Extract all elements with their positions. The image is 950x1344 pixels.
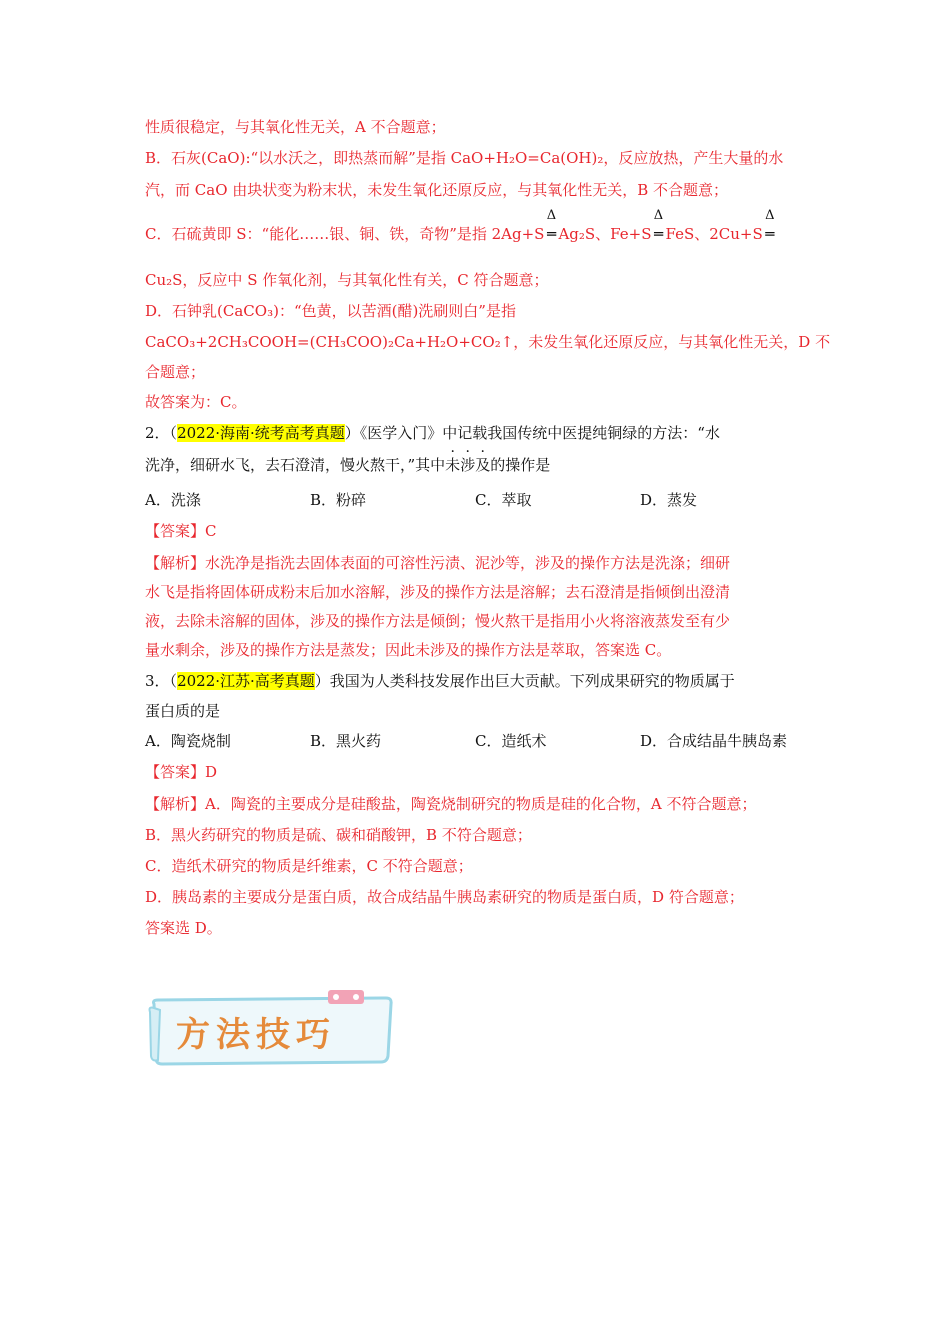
option-b[interactable]: B．粉碎 xyxy=(310,491,367,509)
question-text: 我国为人类科技发展作出巨大贡献。下列成果研究的物质属于 xyxy=(329,672,735,690)
equals-symbol: ═ xyxy=(653,225,664,243)
delta-symbol: Δ xyxy=(653,208,664,223)
analysis-line xyxy=(145,553,730,573)
question-text: 洗净，细研水飞，去石澄清，慢火熬干，”其中 xyxy=(145,456,446,474)
source-tag: 2022·江苏·高考真题 xyxy=(177,672,315,690)
paren-open: （ xyxy=(169,672,178,690)
explanation-line: 合题意； xyxy=(145,363,206,381)
analysis-text: 水洗净是指洗去固体表面的可溶性污渍、泥沙等，涉及的操作方法是洗涤；细研 xyxy=(205,554,731,572)
option-d[interactable]: D．合成结晶牛胰岛素 xyxy=(640,732,788,750)
analysis-label: 【解析】 xyxy=(145,554,206,572)
equals-symbol: ═ xyxy=(765,225,775,243)
answer-line: 【答案】C xyxy=(145,522,217,540)
delta-symbol: Δ xyxy=(546,208,557,223)
paren-close: ） xyxy=(344,424,360,442)
option-a[interactable]: A．陶瓷烧制 xyxy=(145,732,231,750)
paren-open: （ xyxy=(169,424,178,442)
equation-text: FeS、2Cu+S xyxy=(665,225,763,243)
question-2-stem-line1 xyxy=(145,423,720,443)
question-3-stem-line2: 蛋白质的是 xyxy=(145,702,221,720)
question-number: 2． xyxy=(145,424,170,442)
heating-sign xyxy=(544,208,558,244)
explanation-line: D．石钟乳(CaCO₃)：“色黄，以苦酒(醋)洗刷则白”是指 xyxy=(145,302,516,320)
final-answer-line: 故答案为：C。 xyxy=(145,393,247,411)
emphasis-char: 涉 xyxy=(460,456,476,474)
analysis-label: 【解析】 xyxy=(145,795,206,813)
analysis-line: 液，去除未溶解的固体，涉及的操作方法是倾倒；慢火熬干是指用小火将溶液蒸发至有少 xyxy=(145,612,731,630)
question-text: 《医学入门》中记载我国传统中医提纯铜绿的方法：“水 xyxy=(359,424,720,442)
explanation-line: CaCO₃+2CH₃COOH=(CH₃COO)₂Ca+H₂O+CO₂↑，未发生氧化还原反应，与其氧化性无关，D 不 xyxy=(145,333,831,351)
analysis-line: 水飞是指将固体研成粉末后加水溶解，涉及的操作方法是溶解；去石澄清是指倾倒出澄清 xyxy=(145,583,731,601)
banner-title: 方法技巧 xyxy=(176,1015,336,1055)
section-banner xyxy=(148,990,398,1070)
question-text: 的操作是 xyxy=(490,456,551,474)
answer-line: 【答案】D xyxy=(145,763,218,781)
explanation-line: 汽，而 CaO 由块状变为粉末状，未发生氧化还原反应，与其氧化性无关，B 不合题意； xyxy=(145,181,729,199)
analysis-line: B．黑火药研究的物质是硫、碳和硝酸钾，B 不符合题意； xyxy=(145,826,532,844)
equals-symbol: ═ xyxy=(546,225,556,243)
option-d[interactable]: D．蒸发 xyxy=(640,491,698,509)
question-2-stem-line2 xyxy=(145,455,550,475)
option-c[interactable]: C．萃取 xyxy=(475,491,532,509)
equation-text: Ag₂S、Fe+S xyxy=(558,225,652,243)
source-tag: 2022·海南·统考高考真题 xyxy=(177,424,345,442)
heating-sign xyxy=(763,208,777,244)
option-a[interactable]: A．洗涤 xyxy=(145,491,201,509)
analysis-text: A．陶瓷的主要成分是硅酸盐，陶瓷烧制研究的物质是硅的化合物，A 不符合题意； xyxy=(205,795,757,813)
option-b[interactable]: B．黑火药 xyxy=(310,732,382,750)
option-c[interactable]: C．造纸术 xyxy=(475,732,547,750)
emphasis-char: 及 xyxy=(475,456,491,474)
analysis-line: D．胰岛素的主要成分是蛋白质，故合成结晶牛胰岛素研究的物质是蛋白质，D 符合题意； xyxy=(145,888,744,906)
question-3-stem-line1 xyxy=(145,671,735,691)
explanation-line: Cu₂S，反应中 S 作氧化剂，与其氧化性有关，C 符合题意； xyxy=(145,271,549,289)
explanation-line: 性质很稳定，与其氧化性无关，A 不合题意； xyxy=(145,118,446,136)
equation-text: C．石硫黄即 S：“能化……银、铜、铁，奇物”是指 2Ag+S xyxy=(145,225,545,243)
banner-fold xyxy=(150,1008,161,1061)
analysis-line: 量水剩余，涉及的操作方法是蒸发；因此未涉及的操作方法是萃取，答案选 C。 xyxy=(145,641,672,659)
analysis-line xyxy=(145,794,756,814)
question-number: 3． xyxy=(145,672,170,690)
heating-sign xyxy=(652,208,666,244)
analysis-line: C．造纸术研究的物质是纤维素，C 不符合题意； xyxy=(145,857,473,875)
clip-hole xyxy=(333,994,339,1000)
explanation-line: B．石灰(CaO):“以水沃之，即热蒸而解”是指 CaO+H₂O=Ca(OH)₂，反应放热，产生大量的水 xyxy=(145,149,784,167)
banner-graphic xyxy=(148,990,398,1070)
emphasis-char: 未 xyxy=(445,456,461,474)
analysis-line: 答案选 D。 xyxy=(145,919,222,937)
clip-hole xyxy=(353,994,359,1000)
explanation-line-equations xyxy=(145,208,777,244)
delta-symbol: Δ xyxy=(765,208,775,223)
paren-close: ） xyxy=(314,672,330,690)
